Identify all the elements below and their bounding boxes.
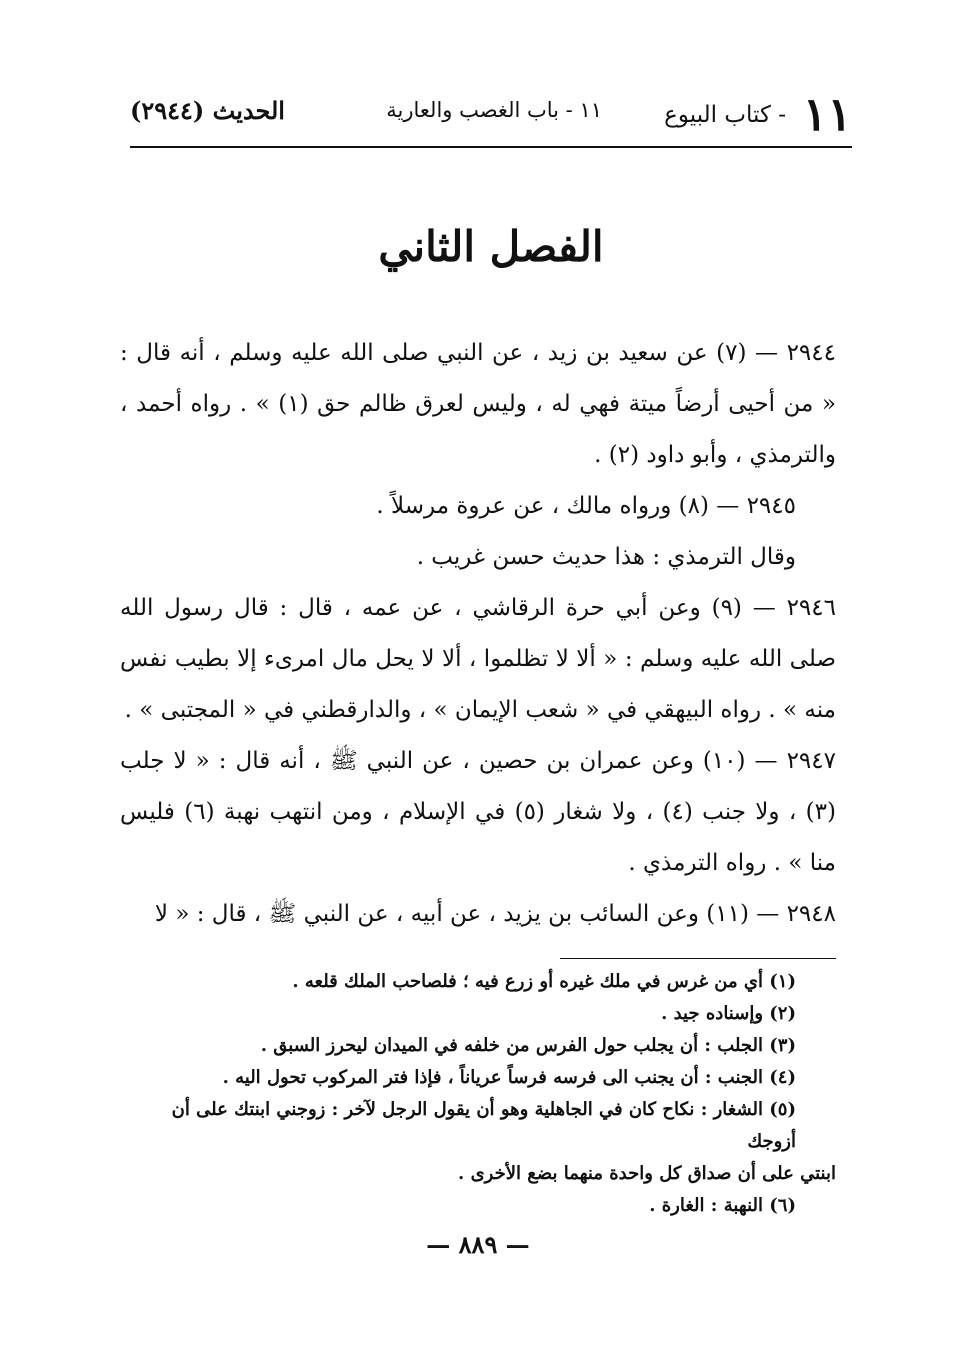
header-rule	[130, 146, 852, 148]
chapter-title: ١١ - باب الغصب والعارية	[386, 98, 602, 122]
footnotes	[120, 966, 836, 1222]
hadith-range: الحديث (٢٩٤٤)	[130, 96, 285, 125]
footnote-rule	[560, 958, 836, 959]
footnote-2: (٢) وإسناده جيد .	[661, 1003, 796, 1024]
hadith-2944: ٢٩٤٤ — (٧) عن سعيد بن زيد ، عن النبي صلى الله عليه وسلم ، أنه قال : « من أحيى أرضاً ميتة فهي له ، وليس لعرق ظالم حق (١) » . رواه أحمد ، والترمذي ، وأبو داود (٢) .	[120, 340, 836, 468]
footnote-3: (٣) الجلب : أن يجلب حول الفرس من خلفه في الميدان ليحرز السبق .	[260, 1035, 796, 1056]
footnote-6: (٦) النهبة : الغارة .	[649, 1195, 796, 1216]
footnote-5-continuation: ابنتي على أن صداق كل واحدة منهما بضع الأخرى .	[458, 1163, 836, 1184]
hadith-2947: ٢٩٤٧ — (١٠) وعن عمران بن حصين ، عن النبي ﷺ ، أنه قال : « لا جلب (٣) ، ولا جنب (٤) ، ولا شغار (٥) في الإسلام ، ومن انتهب نهبة (٦) فليس منا » . رواه الترمذي .	[120, 748, 836, 876]
running-header	[130, 86, 852, 142]
book-title: - كتاب البيوع	[664, 102, 786, 128]
page-number: — ٨٨٩ —	[426, 1230, 530, 1259]
section-title: الفصل الثاني	[378, 222, 604, 271]
footnote-4: (٤) الجنب : أن يجنب الى فرسه فرساً عرياناً ، فإذا فتر المركوب تحول اليه .	[222, 1067, 796, 1088]
main-text	[120, 328, 836, 940]
volume-number: ١١	[802, 87, 852, 141]
footnote-5: (٥) الشغار : نكاح كان في الجاهلية وهو أن يقول الرجل لآخر : زوجني ابنتك على أن أزوجك	[171, 1099, 796, 1152]
hadith-2946: ٢٩٤٦ — (٩) وعن أبي حرة الرقاشي ، عن عمه ، قال : قال رسول الله صلى الله عليه وسلم : « ألا لا تظلموا ، ألا لا يحل مال امرىء إلا بطيب نفس منه » . رواه البيهقي في « شعب الإيمان » ، والدارقطني في « المجتبى » .	[120, 595, 836, 723]
hadith-2948: ٢٩٤٨ — (١١) وعن السائب بن يزيد ، عن أبيه ، عن النبي ﷺ ، قال : « لا	[154, 901, 836, 927]
hadith-2945: ٢٩٤٥ — (٨) ورواه مالك ، عن عروة مرسلاً .	[376, 493, 796, 519]
footnote-1: (١) أي من غرس في ملك غيره أو زرع فيه ؛ فلصاحب الملك قلعه .	[292, 971, 796, 992]
tirmidhi-note: وقال الترمذي : هذا حديث حسن غريب .	[416, 544, 796, 570]
